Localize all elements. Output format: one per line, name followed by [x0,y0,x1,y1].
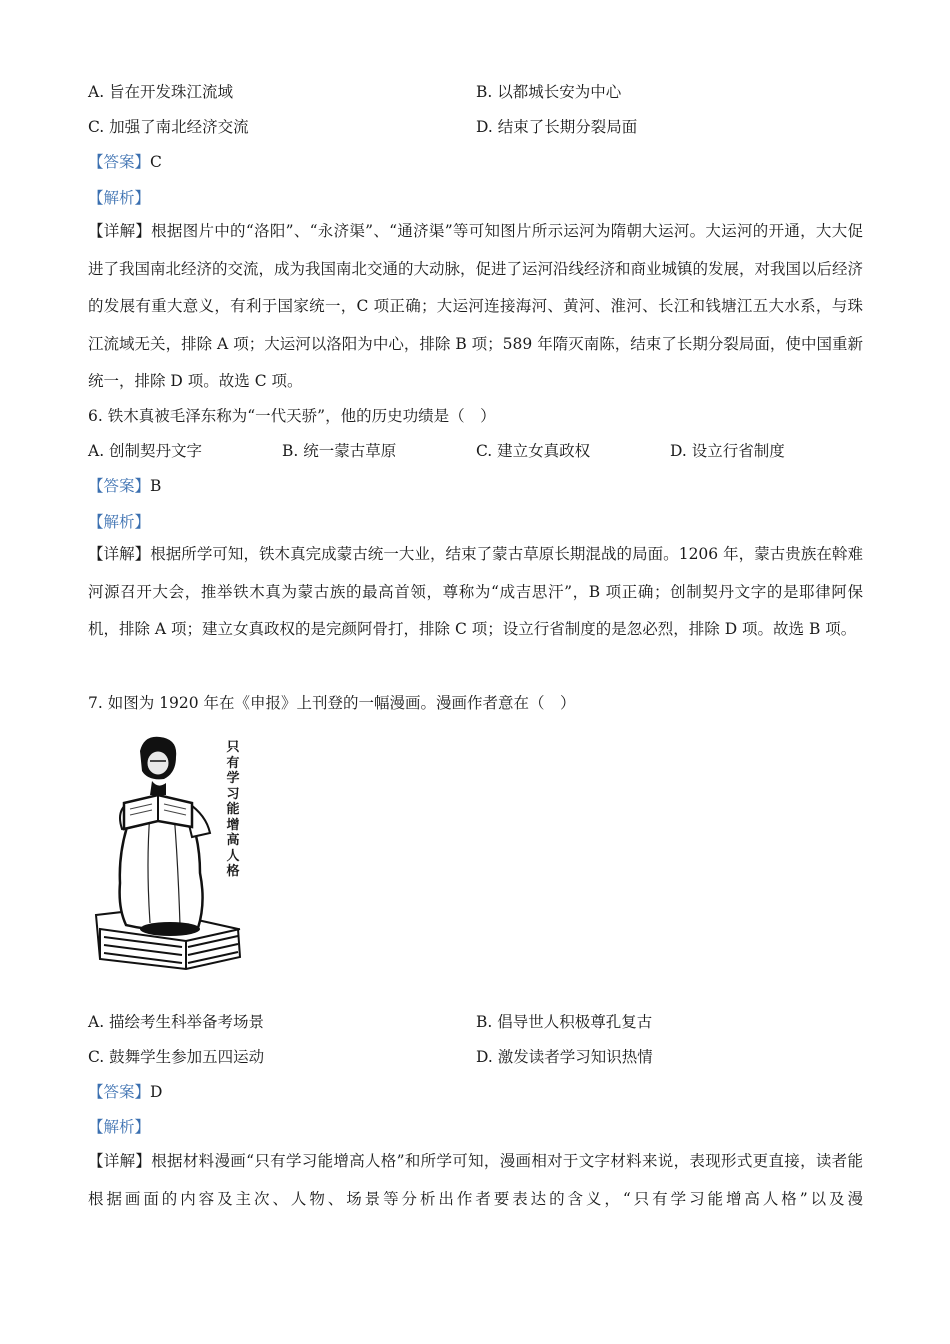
q6-option-d: D. 设立行省制度 [670,442,785,460]
q7-option-d: D. 激发读者学习知识热情 [476,1048,653,1066]
q6-stem: 6. 铁木真被毛泽东称为“一代天骄”，他的历史功绩是（ ） [88,407,496,425]
caption-char: 能 [226,802,240,817]
q7-detail [88,1143,863,1218]
q5-analysis-tag: 【解析】 [88,189,151,207]
q7-stem: 7. 如图为 1920 年在《申报》上刊登的一幅漫画。漫画作者意在（ ） [88,694,576,712]
answer-value: B [150,477,162,495]
detail-tag: 【详解】 [88,545,151,563]
answer-value: D [150,1083,163,1101]
q6-option-a: A. 创制契丹文字 [88,442,203,460]
q6-analysis-tag: 【解析】 [88,513,151,531]
q7-option-c: C. 鼓舞学生参加五四运动 [88,1048,265,1066]
caption-char: 格 [226,864,240,879]
q6-option-c: C. 建立女真政权 [476,442,591,460]
q5-option-a: A. 旨在开发珠江流域 [88,83,234,101]
caption-char: 学 [226,771,240,786]
caption-char: 习 [226,786,240,802]
caption-char: 有 [226,755,240,771]
detail-tag: 【详解】 [88,222,152,240]
answer-value: C [150,153,162,171]
q6-option-b: B. 统一蒙古草原 [282,442,397,460]
answer-tag: 【答案】 [88,153,151,171]
q7-answer-line [88,1082,162,1102]
q7-option-a: A. 描绘考生科举备考场景 [88,1013,265,1031]
detail-text: 根据所学可知，铁木真完成蒙古统一大业，结束了蒙古草原长期混战的局面。1206 年，蒙古贵族在斡难河源召开大会，推举铁木真为蒙古族的最高首领，尊称为“成吉思汗”，B 项正确；创制契丹文字的是耶律阿保机，排除 A 项；建立女真政权的是完颜阿骨打，排除 C 项；设立行省制度的是忽必烈，排除 D 项。故选 B 项。 [88,545,863,638]
answer-tag: 【答案】 [88,477,151,495]
q5-option-b: B. 以都城长安为中心 [476,83,622,101]
detail-tag: 【详解】 [88,1152,152,1170]
q5-answer-line [88,152,162,172]
q5-option-d: D. 结束了长期分裂局面 [476,118,638,136]
q6-answer-line [88,476,161,496]
caption-char: 只 [226,740,240,755]
q7-analysis-tag: 【解析】 [88,1118,151,1136]
q6-detail [88,536,863,649]
detail-text: 根据材料漫画“只有学习能增高人格”和所学可知，漫画相对于文字材料来说，表现形式更直接，读者能根据画面的内容及主次、人物、场景等分析出作者要表达的含义，“只有学习能增高人格”以及漫 [88,1152,863,1208]
caption-char: 增 [226,817,240,833]
cartoon-caption [224,740,242,880]
q5-option-c: C. 加强了南北经济交流 [88,118,249,136]
caption-char: 人 [226,848,240,864]
caption-char: 高 [226,833,240,848]
answer-tag: 【答案】 [88,1083,151,1101]
detail-text: 根据图片中的“洛阳”、“永济渠”、“通济渠”等可知图片所示运河为隋朝大运河。大运河的开通，大大促进了我国南北经济的交流，成为我国南北交通的大动脉，促进了运河沿线经济和商业城镇的发展，对我国以后经济的发展有重大意义，有利于国家统一，C 项正确；大运河连接海河、黄河、淮河、长江和钱塘江五大水系，与珠江流域无关，排除 A 项；大运河以洛阳为中心，排除 B 项；589 年隋灭南陈，结束了长期分裂局面，使中国重新统一，排除 D 项。故选 C 项。 [88,222,864,390]
q5-detail [88,213,863,401]
q7-option-b: B. 倡导世人积极尊孔复古 [476,1013,653,1031]
